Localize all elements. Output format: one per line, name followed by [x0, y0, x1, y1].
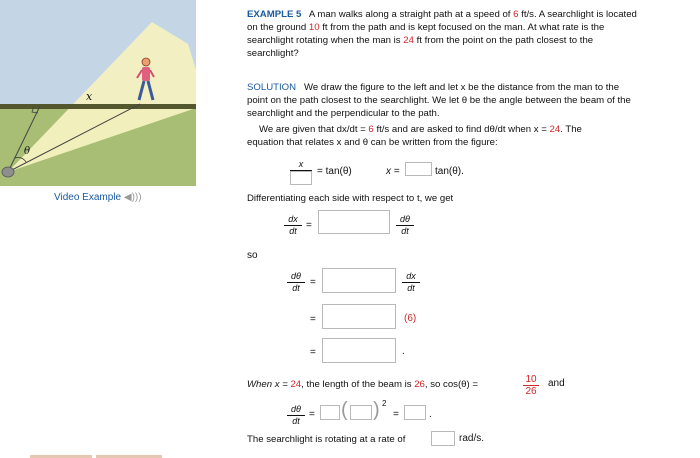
example-text: A man walks along a straight path at a speed of	[308, 9, 511, 20]
fraction-numerator: dθ	[287, 404, 305, 416]
solution-text: point on the path closest to the searchlight. We let θ be the angle between the beam of the	[247, 95, 631, 106]
rate-value: 6	[368, 124, 374, 135]
equals-sign: =	[306, 220, 312, 231]
equals-sign: =	[310, 314, 316, 325]
equation-number: (6)	[404, 313, 417, 324]
solution-text: . The	[560, 124, 582, 135]
example-text: searchlight rotating when the man is	[247, 35, 401, 46]
dx-dt-fraction-2	[402, 271, 420, 294]
solution-text: When x =	[247, 379, 288, 390]
fraction-numerator: 10	[523, 374, 539, 386]
beam-length-value: 26	[414, 379, 425, 390]
rad-per-s-label: rad/s.	[459, 433, 485, 444]
final-line	[247, 433, 405, 446]
man-distance-value: 24	[403, 35, 414, 46]
fraction-denominator: dt	[292, 283, 300, 293]
video-example-link[interactable]	[54, 192, 142, 203]
solution-text: Differentiating each side with respect to t, we get	[247, 193, 454, 204]
fraction-numerator: dx	[402, 271, 420, 283]
equals-sign: =	[310, 277, 316, 288]
answer-box-3[interactable]	[322, 268, 396, 293]
fraction-numerator: dθ	[396, 214, 414, 226]
example-line-3	[247, 34, 593, 47]
video-example-label: Video Example	[54, 192, 122, 203]
fraction-denominator: dt	[292, 416, 300, 426]
right-paren: )	[373, 399, 380, 421]
answer-box-denominator-1[interactable]	[290, 171, 312, 185]
solution-line-3	[247, 107, 440, 120]
solution-line-4	[259, 123, 582, 136]
searchlight-icon	[2, 167, 14, 177]
dtheta-dt-fraction	[396, 214, 414, 237]
solution-line-1	[247, 81, 619, 94]
example-text: on the ground	[247, 22, 307, 33]
figure-x-label: x	[86, 90, 93, 103]
answer-box-final[interactable]	[431, 431, 455, 446]
equals-sign: =	[309, 409, 315, 420]
figure-theta-label: θ	[24, 146, 31, 157]
square-exponent: 2	[382, 399, 387, 408]
equals-sign: =	[393, 409, 399, 420]
tan-eq: = tan(θ)	[317, 166, 352, 177]
answer-box-4[interactable]	[322, 304, 396, 329]
when-line	[247, 378, 478, 391]
example-heading: EXAMPLE 5	[247, 9, 302, 20]
fraction-numerator: x	[290, 159, 312, 171]
x-over-box-fraction	[290, 159, 312, 171]
differentiating-line	[247, 192, 453, 205]
when-x-value: 24	[290, 379, 302, 390]
example-text: ft/s. A searchlight is located	[521, 9, 637, 20]
x-equals: x =	[386, 166, 400, 177]
fraction-denominator: dt	[289, 226, 297, 236]
solution-text: , so cos(θ) =	[424, 379, 478, 390]
solution-text: We draw the figure to the left and let x be the distance from the man to the	[304, 82, 620, 93]
so-label: so	[247, 250, 258, 261]
example-text: searchlight?	[247, 48, 299, 59]
solution-line-5	[247, 136, 498, 149]
period: .	[402, 346, 405, 357]
and-label: and	[548, 378, 565, 389]
fraction-denominator: 26	[525, 386, 537, 397]
fraction-denominator: dt	[401, 226, 409, 236]
solution-text: equation that relates x and θ can be written from the figure:	[247, 137, 498, 148]
tan-eq-2: tan(θ).	[435, 166, 464, 177]
figure-svg	[0, 0, 196, 186]
speed-value: 6	[513, 9, 519, 20]
answer-box-6[interactable]	[320, 405, 340, 420]
solution-text: , the length of the beam is	[301, 379, 412, 390]
x-value: 24	[549, 124, 561, 135]
speaker-icon: ◀)))	[123, 192, 142, 203]
cos-fraction	[523, 374, 539, 397]
example-line-4	[247, 47, 299, 60]
equals-sign: =	[310, 347, 316, 358]
dx-dt-fraction	[284, 214, 302, 237]
solution-line-2	[247, 94, 631, 107]
walking-path	[0, 104, 196, 109]
dtheta-dt-fraction-3	[287, 404, 305, 427]
example-line-1	[247, 8, 637, 21]
answer-box-7[interactable]	[350, 405, 372, 420]
distance-value: 10	[308, 22, 320, 33]
example-line-2	[247, 21, 604, 34]
fraction-denominator: dt	[407, 283, 415, 293]
solution-text: ft/s and are asked to find dθ/dt when x =	[376, 124, 547, 135]
solution-text: We are given that dx/dt =	[259, 124, 366, 135]
dtheta-dt-fraction-2	[287, 271, 305, 294]
solution-text: The searchlight is rotating at a rate of	[247, 434, 406, 445]
fraction-numerator: dx	[284, 214, 302, 226]
searchlight-figure	[0, 0, 196, 186]
period: .	[429, 409, 432, 420]
answer-box-2[interactable]	[318, 210, 390, 234]
answer-box-1[interactable]	[405, 162, 432, 176]
solution-text: searchlight and the perpendicular to the path.	[247, 108, 440, 119]
fraction-numerator: dθ	[287, 271, 305, 283]
answer-box-5[interactable]	[322, 338, 396, 363]
example-text: ft from the point on the path closest to the	[416, 35, 594, 46]
example-text: ft from the path and is kept focused on the man. At what rate is the	[322, 22, 605, 33]
answer-box-8[interactable]	[404, 405, 426, 420]
solution-heading: SOLUTION	[247, 82, 297, 93]
left-paren: (	[341, 399, 348, 421]
